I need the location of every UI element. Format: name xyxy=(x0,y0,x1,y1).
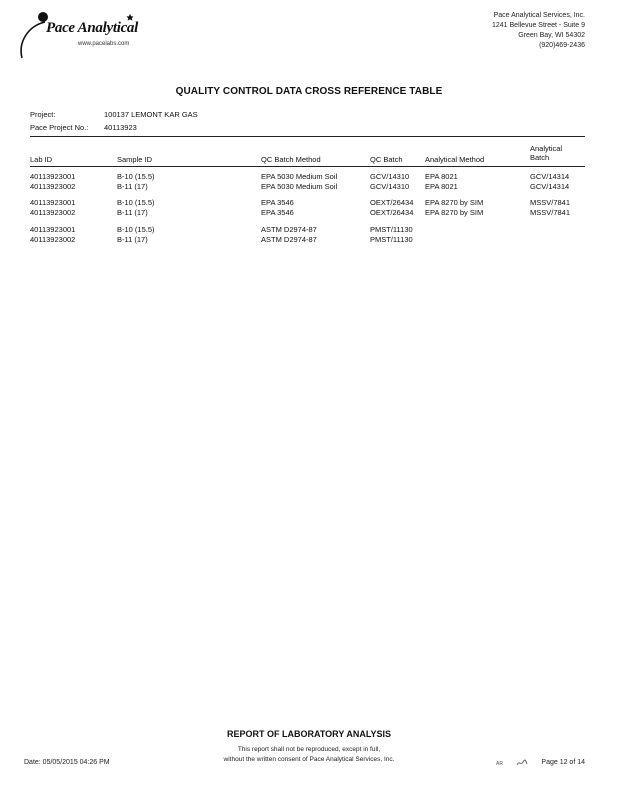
table-cell-qc-batch: OEXT/26434 xyxy=(370,198,414,207)
reviewer-initials: AR xyxy=(496,761,503,767)
footer-note: This report shall not be reproduced, except in full, without the written consent of Pace Analytical Services, Inc. xyxy=(223,746,395,763)
table-cell-sample-id: B-11 (17) xyxy=(117,208,148,217)
table-cell-sample-id: B-10 (15.5) xyxy=(117,225,155,234)
logo-url: www.pacelabs.com xyxy=(78,41,130,47)
table-cell-analytical-method: EPA 8021 xyxy=(425,172,458,181)
col-header-lab-id: Lab ID xyxy=(30,155,53,164)
table-cell-qc-method: ASTM D2974-87 xyxy=(261,225,317,234)
company-address xyxy=(492,11,585,51)
project-label: Project: xyxy=(30,110,56,119)
table-cell-analytical-batch: GCV/14314 xyxy=(530,172,570,181)
company-name: Pace Analytical Services, Inc. xyxy=(493,12,585,19)
footer-title: REPORT OF LABORATORY ANALYSIS xyxy=(226,729,392,739)
table-cell-qc-batch: GCV/14310 xyxy=(370,182,410,191)
project-info xyxy=(30,108,198,134)
company-phone: (920)469-2436 xyxy=(539,42,585,49)
table-cell-lab-id: 40113923002 xyxy=(30,182,76,191)
col-header-analytical-batch: Analytical Batch xyxy=(530,144,563,162)
table-cell-qc-batch: PMST/11130 xyxy=(370,235,413,244)
table-cell-lab-id: 40113923001 xyxy=(30,225,76,234)
pace-project-value: 40113923 xyxy=(104,123,137,132)
table-cell-qc-batch: GCV/14310 xyxy=(370,172,410,181)
col-header-qc-batch: QC Batch xyxy=(370,155,403,164)
pace-project-label: Pace Project No.: xyxy=(30,123,89,132)
table-cell-analytical-method: EPA 8021 xyxy=(425,182,458,191)
table-cell-qc-method: EPA 3546 xyxy=(261,208,294,217)
header-bottom-rule xyxy=(30,166,585,167)
table-cell-sample-id: B-11 (17) xyxy=(117,182,148,191)
table-cell-qc-batch: OEXT/26434 xyxy=(370,208,414,217)
table-cell-lab-id: 40113923001 xyxy=(30,198,76,207)
table-cell-lab-id: 40113923002 xyxy=(30,208,76,217)
table-cell-lab-id: 40113923001 xyxy=(30,172,76,181)
company-street: 1241 Bellevue Street - Suite 9 xyxy=(491,22,585,29)
table-cell-sample-id: B-10 (15.5) xyxy=(117,172,155,181)
col-header-analytical-method: Analytical Method xyxy=(425,155,485,164)
col-header-sample-id: Sample ID xyxy=(117,155,153,164)
signature-mark-icon xyxy=(516,759,528,767)
report-date: Date: 05/05/2015 04:26 PM xyxy=(24,759,110,766)
table-cell-qc-batch: PMST/11130 xyxy=(370,225,413,234)
header-top-rule xyxy=(30,136,585,137)
page-number: Page 12 of 14 xyxy=(541,759,585,766)
project-value: 100137 LEMONT KAR GAS xyxy=(104,110,198,119)
table-cell-sample-id: B-11 (17) xyxy=(117,235,148,244)
company-city: Green Bay, WI 54302 xyxy=(518,32,585,39)
table-cell-analytical-batch: MSSV/7841 xyxy=(530,208,571,217)
table-cell-sample-id: B-10 (15.5) xyxy=(117,198,155,207)
table-cell-qc-method: ASTM D2974-87 xyxy=(261,235,317,244)
page-title: QUALITY CONTROL DATA CROSS REFERENCE TABLE xyxy=(175,86,443,97)
table-cell-qc-method: EPA 3546 xyxy=(261,198,294,207)
table-cell-lab-id: 40113923002 xyxy=(30,235,76,244)
table-cell-qc-method: EPA 5030 Medium Soil xyxy=(261,172,338,181)
table-cell-analytical-method: EPA 8270 by SIM xyxy=(425,198,484,207)
logo-wordmark: Pace Analytical xyxy=(46,20,139,36)
table-cell-qc-method: EPA 5030 Medium Soil xyxy=(261,182,338,191)
col-header-qc-batch-method: QC Batch Method xyxy=(261,155,321,164)
table-cell-analytical-batch: GCV/14314 xyxy=(530,182,570,191)
table-cell-analytical-batch: MSSV/7841 xyxy=(530,198,571,207)
table-cell-analytical-method: EPA 8270 by SIM xyxy=(425,208,484,217)
pace-logo-icon xyxy=(10,8,150,68)
